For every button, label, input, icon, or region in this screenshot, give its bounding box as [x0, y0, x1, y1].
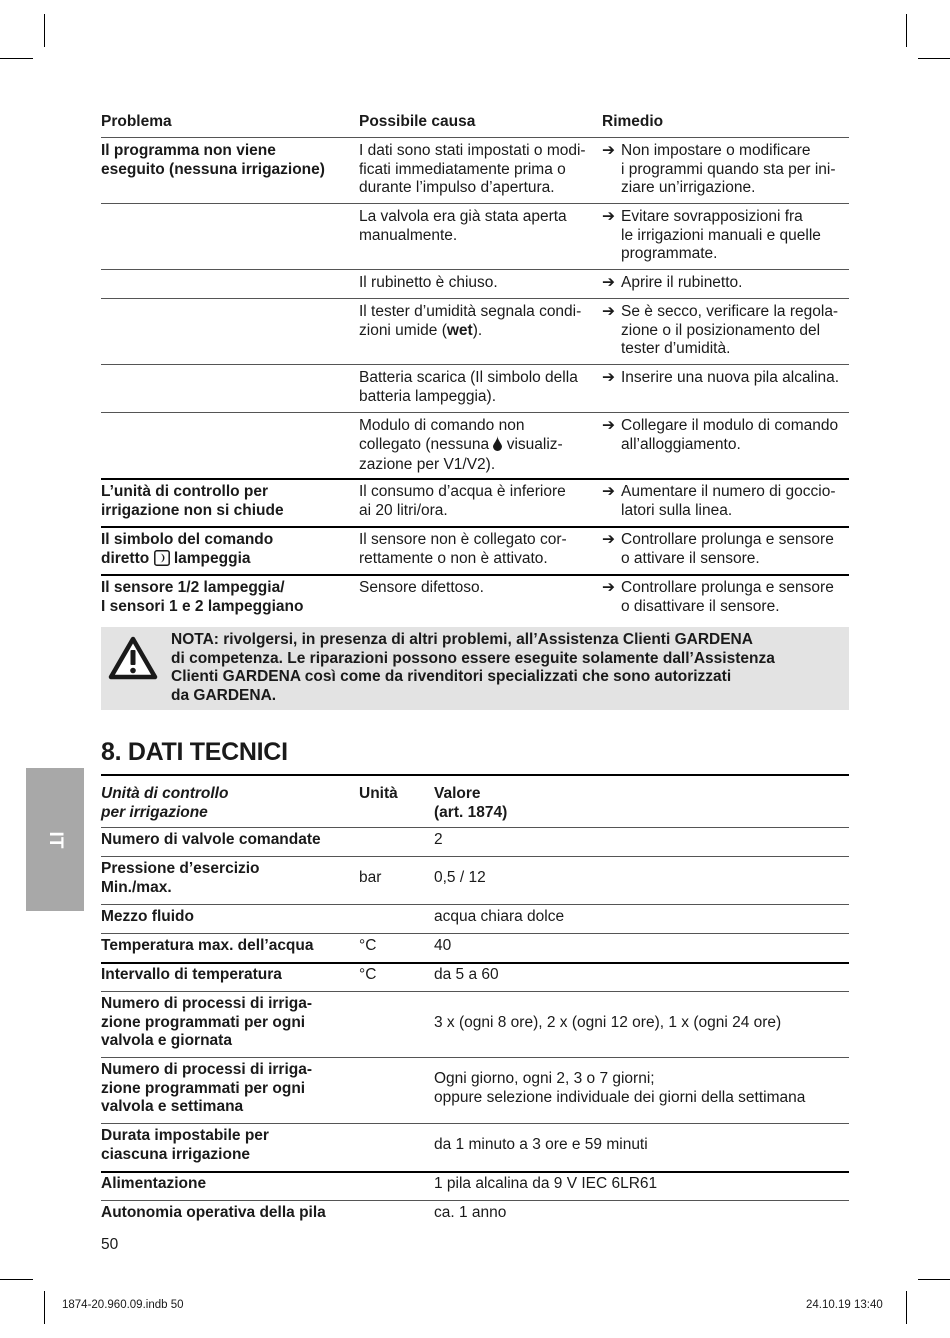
tech-item [101, 995, 351, 1051]
table-rule [101, 774, 849, 776]
tech-value [434, 937, 849, 956]
note-line: NOTA: rivolgersi, in presenza di altri problemi, all’Assistenza Clienti GARDENA [171, 631, 753, 648]
table-rule [101, 827, 849, 828]
tech-value [434, 869, 849, 888]
cause-line: durante l’impulso d’apertura. [359, 179, 555, 197]
tech-item-line: zione programmati per ogni [101, 1079, 306, 1097]
problem-line: I sensori 1 e 2 lampeggiano [101, 597, 304, 615]
crop-mark [0, 1279, 33, 1280]
header-unit: Unità [359, 785, 398, 802]
remedy-line: tester d’umidità. [621, 340, 731, 358]
cause-line: La valvola era già stata aperta [359, 208, 567, 225]
cause-line [359, 436, 597, 457]
table-rule [101, 526, 849, 528]
table-rule [101, 364, 849, 365]
table-rule [101, 269, 849, 270]
tech-value [434, 1175, 849, 1194]
footer-file-info: 1874-20.960.09.indb 50 [62, 1299, 184, 1311]
remedy-text [621, 531, 850, 568]
direct-command-icon [154, 550, 170, 572]
tech-value-line: oppure selezione individuale dei giorni della settimana [434, 1088, 806, 1106]
crop-mark [918, 58, 950, 59]
tech-value-line: acqua chiara dolce [434, 908, 565, 925]
tech-item-line: Numero di processi di irriga- [101, 995, 313, 1012]
cause-line: Sensore difettoso. [359, 579, 484, 596]
tech-unit: °C [359, 937, 377, 954]
crop-mark [44, 1291, 45, 1324]
remedy-line: i programmi quando sta per ini- [621, 160, 836, 178]
tech-value [434, 1014, 849, 1033]
header-item-line: per irrigazione [101, 803, 208, 821]
tech-item [101, 1204, 351, 1223]
tech-item-line: Autonomia operativa della pila [101, 1204, 326, 1221]
problem-cell [101, 483, 351, 520]
tech-unit: °C [359, 966, 377, 983]
remedy-text [621, 208, 850, 264]
problem-text: diretto [101, 549, 154, 567]
arrow-icon: ➔ [602, 579, 615, 596]
remedy-text [621, 142, 850, 198]
remedy-line: Inserire una nuova pila alcalina. [621, 369, 839, 386]
crop-mark [906, 1291, 907, 1324]
remedy-line: Collegare il modulo di comando [621, 417, 839, 434]
remedy-line: le irrigazioni manuali e quelle [621, 226, 821, 244]
table-rule [101, 933, 849, 934]
warning-icon [108, 636, 158, 681]
header-remedy: Rimedio [602, 113, 664, 130]
problem-line [101, 550, 351, 572]
table-rule [101, 203, 849, 204]
header-cause: Possibile causa [359, 113, 476, 130]
section-title: 8. DATI TECNICI [101, 738, 288, 766]
arrow-icon: ➔ [602, 531, 615, 548]
remedy-line: Aprire il rubinetto. [621, 274, 743, 291]
note-line: da GARDENA. [171, 686, 277, 704]
arrow-icon: ➔ [602, 142, 615, 159]
problem-line: irrigazione non si chiude [101, 501, 284, 519]
header-item [101, 785, 228, 822]
cause-cell [359, 531, 597, 568]
cause-line: I dati sono stati impostati o modi- [359, 142, 586, 159]
table-rule [101, 1200, 849, 1201]
tech-value [434, 908, 849, 927]
tech-item-line: Min./max. [101, 878, 172, 896]
header-value-line: Valore [434, 785, 481, 802]
remedy-text [621, 579, 850, 616]
table-rule [101, 574, 849, 576]
cause-line: Batteria scarica (Il simbolo della [359, 369, 578, 386]
table-rule [101, 1057, 849, 1058]
cause-cell [359, 303, 597, 340]
remedy-line: o attivare il sensore. [621, 549, 760, 567]
cause-cell [359, 417, 597, 475]
cause-line: rettamente o non è attivato. [359, 549, 548, 567]
tech-item-line: Intervallo di temperatura [101, 966, 282, 983]
tech-item [101, 1175, 351, 1194]
problem-line: eseguito (nessuna irrigazione) [101, 160, 325, 178]
remedy-line: Controllare prolunga e sensore [621, 531, 834, 548]
cause-keyword: wet [446, 321, 473, 339]
cause-line: Il rubinetto è chiuso. [359, 274, 498, 291]
note-line: di competenza. Le riparazioni possono essere eseguite solamente dall’Assistenza [171, 649, 775, 667]
table-rule [101, 991, 849, 992]
cause-cell [359, 369, 597, 406]
remedy-line: ziare un’irrigazione. [621, 179, 756, 197]
tech-item-line: zione programmati per ogni [101, 1013, 306, 1031]
tech-value-line: 3 x (ogni 8 ore), 2 x (ogni 12 ore), 1 x (ogni 24 ore) [434, 1013, 782, 1031]
table-rule [101, 412, 849, 413]
footer-date: 24.10.19 13:40 [806, 1299, 883, 1311]
cause-line: batteria lampeggia). [359, 387, 496, 405]
remedy-text [621, 417, 850, 454]
arrow-icon: ➔ [602, 417, 615, 434]
remedy-line: zione o il posizionamento del [621, 321, 821, 339]
cause-line: Il tester d’umidità segnala condi- [359, 303, 582, 320]
problem-cell [101, 579, 351, 616]
remedy-line: Non impostare o modificare [621, 142, 811, 159]
crop-mark [906, 14, 907, 47]
cause-cell [359, 142, 597, 198]
tech-item-line: valvola e giornata [101, 1032, 232, 1050]
cause-text: collegato (nessuna [359, 435, 494, 453]
arrow-icon: ➔ [602, 483, 615, 500]
problem-line: Il sensore 1/2 lampeggia/ [101, 579, 285, 596]
table-rule [101, 478, 849, 480]
note-text [171, 631, 831, 705]
tech-item-line: ciascuna irrigazione [101, 1145, 251, 1163]
tech-value [434, 831, 849, 850]
remedy-text [621, 274, 850, 293]
tech-item [101, 908, 351, 927]
tech-item [101, 831, 351, 850]
remedy-text [621, 303, 850, 359]
tech-value-line: Ogni giorno, ogni 2, 3 o 7 giorni; [434, 1070, 655, 1088]
table-rule [101, 904, 849, 905]
tech-value-line: 2 [434, 831, 443, 848]
page-number: 50 [101, 1236, 119, 1253]
cause-text: zioni umide ( [359, 321, 447, 339]
tech-item [101, 860, 351, 897]
tech-item [101, 937, 351, 956]
table-rule [101, 298, 849, 299]
tech-item-line: Durata impostabile per [101, 1127, 269, 1144]
remedy-line: all’alloggiamento. [621, 435, 741, 453]
tech-value-line: 0,5 / 12 [434, 869, 486, 887]
table-rule [101, 1171, 849, 1173]
tech-value [434, 966, 849, 985]
remedy-text [621, 483, 850, 520]
problem-text: lampeggia [169, 549, 251, 567]
problem-line: L’unità di controllo per [101, 483, 269, 500]
problem-cell [101, 531, 351, 571]
tech-value-line: ca. 1 anno [434, 1204, 507, 1221]
tech-item [101, 1061, 351, 1117]
note-line: Clienti GARDENA così come da rivenditori specializzati che sono autorizzati [171, 668, 732, 686]
header-value [434, 785, 507, 822]
problem-line: Il simbolo del comando [101, 531, 274, 548]
tech-value-line: da 5 a 60 [434, 966, 499, 983]
header-item-line: Unità di controllo [101, 785, 229, 802]
cause-line: manualmente. [359, 226, 458, 244]
crop-mark [44, 14, 45, 47]
table-rule [101, 137, 849, 138]
arrow-icon: ➔ [602, 274, 615, 291]
header-value-line: (art. 1874) [434, 803, 508, 821]
language-tab-label: IT [45, 831, 66, 848]
remedy-line: Evitare sovrapposizioni fra [621, 208, 803, 225]
cause-line: Il consumo d’acqua è inferiore [359, 483, 566, 500]
cause-cell [359, 579, 597, 598]
tech-value-line: 40 [434, 937, 452, 954]
tech-unit: bar [359, 869, 382, 887]
tech-item-line: Mezzo fluido [101, 908, 194, 925]
cause-cell [359, 483, 597, 520]
crop-mark [918, 1279, 950, 1280]
cause-cell [359, 208, 597, 245]
crop-mark [0, 58, 33, 59]
cause-line: ai 20 litri/ora. [359, 501, 448, 519]
cause-cell [359, 274, 597, 293]
cause-text: visualiz- [502, 435, 563, 453]
remedy-line: Se è secco, verificare la regola- [621, 303, 839, 320]
tech-item-line: Pressione d’esercizio [101, 860, 260, 877]
problem-cell [101, 142, 351, 179]
tech-item-line: Numero di processi di irriga- [101, 1061, 313, 1078]
arrow-icon: ➔ [602, 369, 615, 386]
tech-item-line: valvola e settimana [101, 1098, 244, 1116]
tech-value [434, 1204, 849, 1223]
arrow-icon: ➔ [602, 208, 615, 225]
cause-line: Modulo di comando non [359, 417, 525, 434]
remedy-line: o disattivare il sensore. [621, 597, 780, 615]
tech-value-line: 1 pila alcalina da 9 V IEC 6LR61 [434, 1175, 658, 1192]
tech-item [101, 1127, 351, 1164]
tech-item-line: Temperatura max. dell’acqua [101, 937, 314, 954]
cause-line: Il sensore non è collegato cor- [359, 531, 567, 548]
cause-line [359, 322, 597, 341]
tech-value-line: da 1 minuto a 3 ore e 59 minuti [434, 1136, 648, 1154]
remedy-text [621, 369, 850, 388]
tech-value [434, 1136, 849, 1155]
tech-value [434, 1070, 849, 1107]
cause-text: ). [472, 321, 483, 339]
header-problem: Problema [101, 113, 172, 130]
remedy-line: latori sulla linea. [621, 501, 733, 519]
language-tab [26, 768, 84, 911]
tech-item [101, 966, 351, 985]
cause-line: zazione per V1/V2). [359, 456, 496, 474]
remedy-line: Controllare prolunga e sensore [621, 579, 834, 596]
tech-item-line: Numero di valvole comandate [101, 831, 321, 848]
cause-line: ficati immediatamente prima o [359, 160, 566, 178]
problem-line: Il programma non viene [101, 142, 276, 159]
tech-item-line: Alimentazione [101, 1175, 207, 1192]
table-rule [101, 962, 849, 964]
table-rule [101, 1123, 849, 1124]
remedy-line: Aumentare il numero di goccio- [621, 483, 836, 500]
arrow-icon: ➔ [602, 303, 615, 320]
remedy-line: programmate. [621, 245, 718, 263]
note-box [101, 627, 849, 710]
table-rule [101, 856, 849, 857]
